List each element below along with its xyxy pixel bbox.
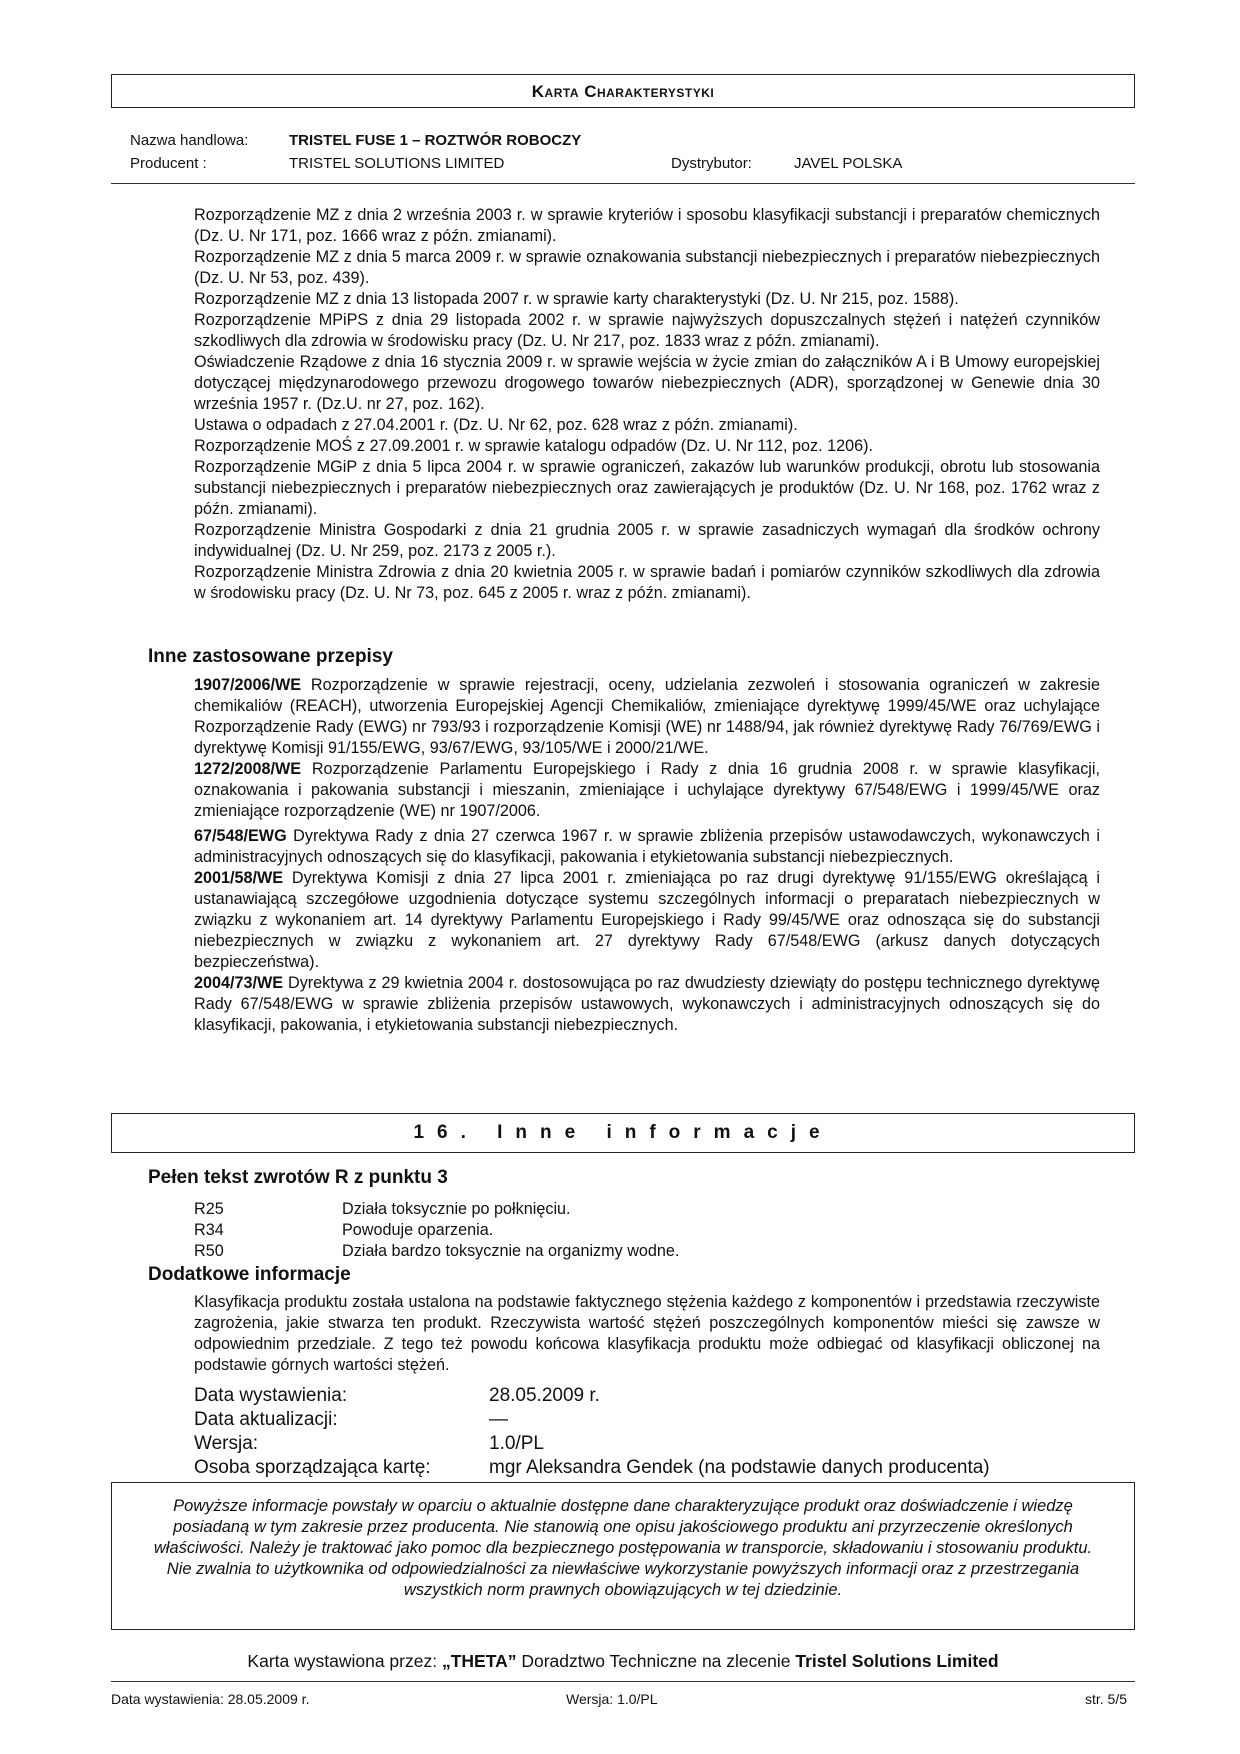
info-label: Data aktualizacji: [194,1409,338,1430]
distributor-label: Dystrybutor: [671,155,752,172]
directive-item [194,675,1100,759]
directive-code: 2004/73/WE [194,974,284,992]
producer-value: TRISTEL SOLUTIONS LIMITED [289,155,505,172]
info-row-author [194,1456,990,1480]
directive-text: Dyrektywa Komisji z dnia 27 lipca 2001 r. zmieniająca po raz drugi dyrektywę 91/155/EWG określającą i ustanawiającą szczegółowe uzgodnienia dotyczące systemu szczególnych informacji o preparatach niebezpiecznych w związku z wykonaniem art. 14 dyrektywy Parlamentu Europejskiego i Rady 99/45/WE oraz odnosząca się do substancji niebezpiecznych w związku z wykonaniem art. 27 dyrektywy Rady 67/548/EWG (arkusz danych dotyczących bezpieczeństwa). [194,869,1100,971]
document-title: Karta Charakterystyki [111,74,1135,108]
trade-name-label: Nazwa handlowa: [130,132,249,149]
directive-code: 1272/2008/WE [194,760,302,778]
info-value: 28.05.2009 r. [489,1385,600,1406]
directive-item [194,759,1100,822]
regulation-item: Rozporządzenie MZ z dnia 13 listopada 2007 r. w sprawie karty charakterystyki (Dz. U. Nr 215, poz. 1588). [194,290,959,308]
directive-text: Dyrektywa z 29 kwietnia 2004 r. dostosowująca po raz dwudziesty dziewiąty do postępu technicznego dyrektywę Rady 67/548/EWG w sprawie zbliżenia przepisów ustawowych, wykonawczych i administracyjnych odnoszących się do klasyfikacji, pakowania, i etykietowania substancji niebezpiecznych. [194,974,1100,1034]
regulation-item: Rozporządzenie MZ z dnia 2 września 2003 r. w sprawie kryteriów i sposobu klasyfikacji substancji i preparatów chemicznych (Dz. U. Nr 171, poz. 1666 wraz z późn. zmianami). [194,206,1100,245]
info-label: Osoba sporządzająca kartę: [194,1457,431,1478]
r-phrases-heading: Pełen tekst zwrotów R z punktu 3 [148,1167,448,1188]
regulation-item: Rozporządzenie MGiP z dnia 5 lipca 2004 r. w sprawie ograniczeń, zakazów lub warunków produkcji, obrotu lub stosowania substancji niebezpiecznych i preparatów niebezpiecznych oraz zawierających je produktów (Dz. U. Nr 168, poz. 1762 wraz z późn. zmianami). [194,458,1100,518]
r-phrase-text: Powoduje oparzenia. [342,1221,494,1239]
r-phrase-text: Działa bardzo toksycznie na organizmy wodne. [342,1242,680,1260]
info-row-version [194,1432,544,1456]
producer-label: Producent : [130,155,207,172]
info-row-issue-date [194,1384,600,1408]
directive-text: Rozporządzenie w sprawie rejestracji, oceny, udzielania zezwoleń i stosowania ograniczeń w zakresie chemikaliów (REACH), utworzenia Europejskiej Agencji Chemikaliów, zmieniające dyrektywę 1999/45/WE oraz uchylające Rozporządzenie Rady (EWG) nr 793/93 i rozporządzenie Komisji (WE) nr 1488/94, jak również dyrektywę Rady 76/769/EWG i dyrektywę Komisji 91/155/EWG, 93/67/EWG, 93/105/WE i 2000/21/WE. [194,676,1100,757]
r-phrase-row [194,1220,493,1241]
r-phrase-code: R34 [194,1221,224,1239]
footer-version: Wersja: 1.0/PL [566,1691,658,1707]
issued-by-line: Karta wystawiona przez: „THETA” Doradztwo Techniczne na zlecenie Tristel Solutions Limited [247,1651,999,1671]
directive-item [194,868,1100,973]
r-phrase-code: R25 [194,1200,224,1218]
r-phrase-text: Działa toksycznie po połknięciu. [342,1200,571,1218]
directive-text: Rozporządzenie Parlamentu Europejskiego i Rady z dnia 16 grudnia 2008 r. w sprawie klasyfikacji, oznakowania i pakowania substancji i mieszanin, zmieniające i uchylające dyrektywy 67/548/EWG i 1999/45/WE oraz zmieniające rozporządzenie (WE) nr 1907/2006. [194,760,1100,820]
info-label: Wersja: [194,1433,259,1454]
directive-code: 2001/58/WE [194,869,284,887]
regulation-item: Rozporządzenie MPiPS z dnia 29 listopada 2002 r. w sprawie najwyższych dopuszczalnych stężeń i natężeń czynników szkodliwych dla zdrowia w środowisku pracy (Dz. U. Nr 217, poz. 1833 wraz z późn. zmianami). [194,311,1100,350]
r-phrase-row [194,1199,571,1220]
directive-item [194,973,1100,1036]
r-phrase-row [194,1241,679,1262]
disclaimer-box [111,1482,1135,1630]
issuer-company: „THETA” [441,1651,517,1671]
regulation-item: Rozporządzenie MOŚ z 27.09.2001 r. w sprawie katalogu odpadów (Dz. U. Nr 112, poz. 1206). [194,437,874,455]
r-phrase-code: R50 [194,1242,224,1260]
additional-info-heading: Dodatkowe informacje [148,1264,351,1285]
info-row-update-date [194,1408,508,1432]
info-value: mgr Aleksandra Gendek (na podstawie danych producenta) [489,1457,990,1478]
distributor-value: JAVEL POLSKA [794,155,903,172]
directive-item [194,826,1100,868]
regulation-item: Rozporządzenie Ministra Zdrowia z dnia 20 kwietnia 2005 r. w sprawie badań i pomiarów czynników szkodliwych dla zdrowia w środowisku pracy (Dz. U. Nr 73, poz. 645 z 2005 r. wraz z późn. zmianami). [194,563,1100,602]
other-regulations-heading: Inne zastosowane przepisy [148,646,393,667]
client-company: Tristel Solutions Limited [795,1651,999,1671]
footer-date: Data wystawienia: 28.05.2009 r. [111,1691,310,1707]
header-divider [111,183,1135,184]
directive-code: 1907/2006/WE [194,676,302,694]
additional-info-text: Klasyfikacja produktu została ustalona na podstawie faktycznego stężenia każdego z komponentów i przedstawia rzeczywiste zagrożenia, jakie stwarza ten produkt. Rzeczywista wartość stężeń poszczególnych komponentów mieści się zawsze w odpowiednim przedziale. Z tego też powodu końcowa klasyfikacja produktu może odbiegać od klasyfikacji obliczonej na podstawie górnych wartości stężeń. [194,1293,1100,1374]
section-16-title: 16. Inne informacje [111,1113,1135,1153]
footer-divider [111,1681,1135,1682]
directive-text: Dyrektywa Rady z dnia 27 czerwca 1967 r. w sprawie zbliżenia przepisów ustawodawczych, wykonawczych i administracyjnych odnoszących się do klasyfikacji, pakowania i etykietowania substancji niebezpiecznych. [194,827,1100,866]
directive-code: 67/548/EWG [194,827,287,845]
info-value: — [489,1409,508,1430]
regulation-item: Rozporządzenie Ministra Gospodarki z dnia 21 grudnia 2005 r. w sprawie zasadniczych wymagań dla środków ochrony indywidualnej (Dz. U. Nr 259, poz. 2173 z 2005 r.). [194,521,1100,560]
regulation-item: Ustawa o odpadach z 27.04.2001 r. (Dz. U. Nr 62, poz. 628 wraz z późn. zmianami). [194,416,798,434]
regulation-item: Oświadczenie Rządowe z dnia 16 stycznia 2009 r. w sprawie wejścia w życie zmian do załączników A i B Umowy europejskiej dotyczącej międzynarodowego przewozu drogowego towarów niebezpiecznych (ADR), sporządzonej w Genewie dnia 30 września 1957 r. (Dz.U. nr 27, poz. 162). [194,353,1100,413]
info-value: 1.0/PL [489,1433,544,1454]
other-regulations-list [194,675,1100,1036]
info-label: Data wystawienia: [194,1385,348,1406]
regulations-list [194,205,1100,604]
footer-page-number: str. 5/5 [1085,1691,1128,1707]
trade-name-value: TRISTEL FUSE 1 – ROZTWÓR ROBOCZY [289,132,582,149]
regulation-item: Rozporządzenie MZ z dnia 5 marca 2009 r. w sprawie oznakowania substancji niebezpiecznych i preparatów niebezpiecznych (Dz. U. Nr 53, poz. 439). [194,248,1100,287]
disclaimer-text: Powyższe informacje powstały w oparciu o aktualnie dostępne dane charakteryzujące produkt oraz doświadczenie i wiedzę posiadaną w tym zakresie przez producenta. Nie stanowią one opisu jakościowego produktu ani przyrzeczenie określonych właściwości. Należy je traktować jako pomoc dla bezpiecznego postępowania w transporcie, składowaniu i stosowaniu produktu. Nie zwalnia to użytkownika od odpowiedzialności za niewłaściwe wykorzystanie powyższych informacji oraz z przestrzegania wszystkich norm prawnych obowiązujących w tej dziedzinie. [153,1497,1093,1599]
